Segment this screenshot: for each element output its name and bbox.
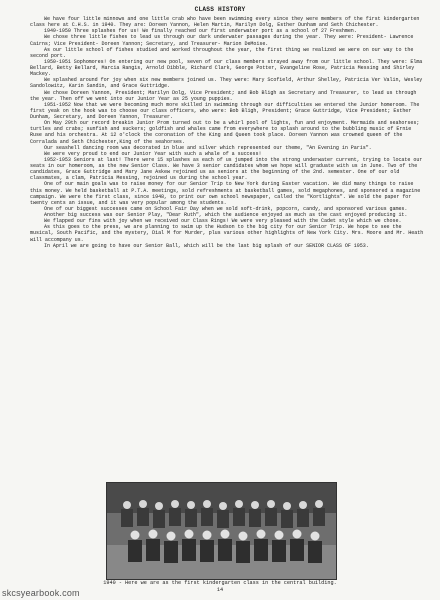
- page-title: CLASS HISTORY: [194, 6, 246, 13]
- paragraph: 1951-1952 Now that we were becoming much more skilled in swimming through our difficulties we entered the Junior homeroom. The first yeak on the hook was to choose our class officers, who were: Bob Bligh, President; Grace Guttridge, Vice President; Esther Dunham, Secretary, and Doreen Yannon, Treasurer.: [30, 101, 420, 120]
- paragraph: We were very proud to end our Junior Year with such a whale of a success!: [44, 150, 262, 157]
- paragraph: Our seashell dancing room was decorated in blue and silver which represented our theme, "An Evening in Paris".: [44, 144, 372, 151]
- photo-caption: 1940 - Here we are as the first kindergarten class in the central building.: [103, 580, 337, 586]
- paragraph: As this goes to the press, we are planning to swim up the Hudson to the big city for our Senior Trip. We hope to see the musical, South Pacific, and the mystery, Dial M for Murder, plus various other highlights of New York City. Mrs. Moore and Mr. Heath will accompany us.: [30, 224, 424, 243]
- page-number: 14: [216, 587, 224, 593]
- class-history-text: [30, 16, 424, 249]
- paragraph: 1949-1950 Three splashes for us! We finally reached our first underwater port as a school of 27 Freshmen.: [44, 28, 357, 35]
- paragraph: We chose Doreen Yannon, President; Marilyn Dolg, Vice President; and Bob Bligh as Secretary and Treasurer, to lead us through the year. Then off we went into our Junior Year as 25 young puppies.: [30, 89, 417, 102]
- paragraph: We flapped our fins with joy when we received our Class Rings! We were very pleased with the Cadet style which we chose.: [44, 218, 402, 225]
- class-photo: [106, 482, 337, 580]
- paragraph: We have four little minnows and one little crab who have been swimming every since they were members of the first kindergarten class here at C.H.S. in 1940. They are: Doreen Yannon, Helen Martin, Marilyn Dolg, Esther Dunham and Seth Chichester.: [30, 16, 420, 29]
- paragraph: We splashed around for joy when six new members joined us. They were: Mary Scofield, Arthur Shelley, Patricia Ver Valin, Wesley Sandolowitz, Karin Sandin, and Grace Guttridge.: [30, 77, 423, 90]
- paragraph: 1950-1951 Sophomores! On entering our new pool, seven of our class members strayed away from our little school. They were: Elma Bellard, Betty Bellard, Marcia Rangis, Arnold Dibble, Richard Clark, George Potter, Evangeline Rose, Patricia Messing and Shirley Mackey.: [30, 58, 423, 78]
- paragraph: As our little school of fishes studied and worked throughout the year, the first thing we realized we were on our way to the second port.: [30, 46, 414, 59]
- paragraph: In April we are going to have our Senior Ball, which will be the last big splash of our SENIOR CLASS OF 1953.: [44, 242, 369, 249]
- paragraph: One of our biggest successes came on School Fair Day when we sold soft-drink, popcorn, candy, and sponsored various games.: [44, 205, 408, 212]
- class-photo-image: [107, 483, 336, 579]
- paragraph: One of our main goals was to raise money for our Senior Trip to New York during Easter vacation. We did many things to raise this money. We held basketball at P.T.A. meetings, sold refreshments at basketball games, sold megaphones, and sponsored a magazine campaign. We were the first class, since 1948, to print our own school newspaper, called the "Kortlights". We sold the paper for twenty cents an issue, and it was very popular among the students.: [30, 181, 421, 206]
- watermark: skcsyearbook.com: [2, 588, 80, 598]
- paragraph: We chose three little fishes to lead us through our dark underwater passages during the year. They were: President- Lawrence Cairns; Vice President- Doreen Yannon; Secretary, and Treasurer- Marion DeMoise.: [30, 34, 414, 47]
- paragraph: 1952-1953 Seniors at last! There were 15 splashes as each of us jumped into the strong underwater current, trying to locate our seats in our homeroom, as the new Senior Class. We have 3 senior candidates whom we hope will graduate with us in June. Two of the candidates, Grace Guttridge and Mary Jane Askew rejoined us as seniors at the beginning of the 2nd. semester. One of our old classmates, a clam, Patricia Messing, rejoined us during the school year.: [30, 156, 423, 182]
- paragraph: On May 29th our record breakin Junior Prom turned out to be a whirl pool of lights, fun and enjoyment. Mermaids and seahorses; turtles and crabs; sunfish and suckers; goldfish and whales came from everywhere to splash around to the bubbling music of Ernie Ruse and his orchestra. At 12 o'clock the coronation of the King and Queen took place. Doreen Yannon was crowned queen of the Corralada and Seth Chichester,King of the seahorses.: [30, 120, 420, 145]
- paragraph: Another big success was our Senior Play, "Dear Ruth", which the audience enjoyed as much as the cast enjoyed producing it.: [44, 212, 408, 218]
